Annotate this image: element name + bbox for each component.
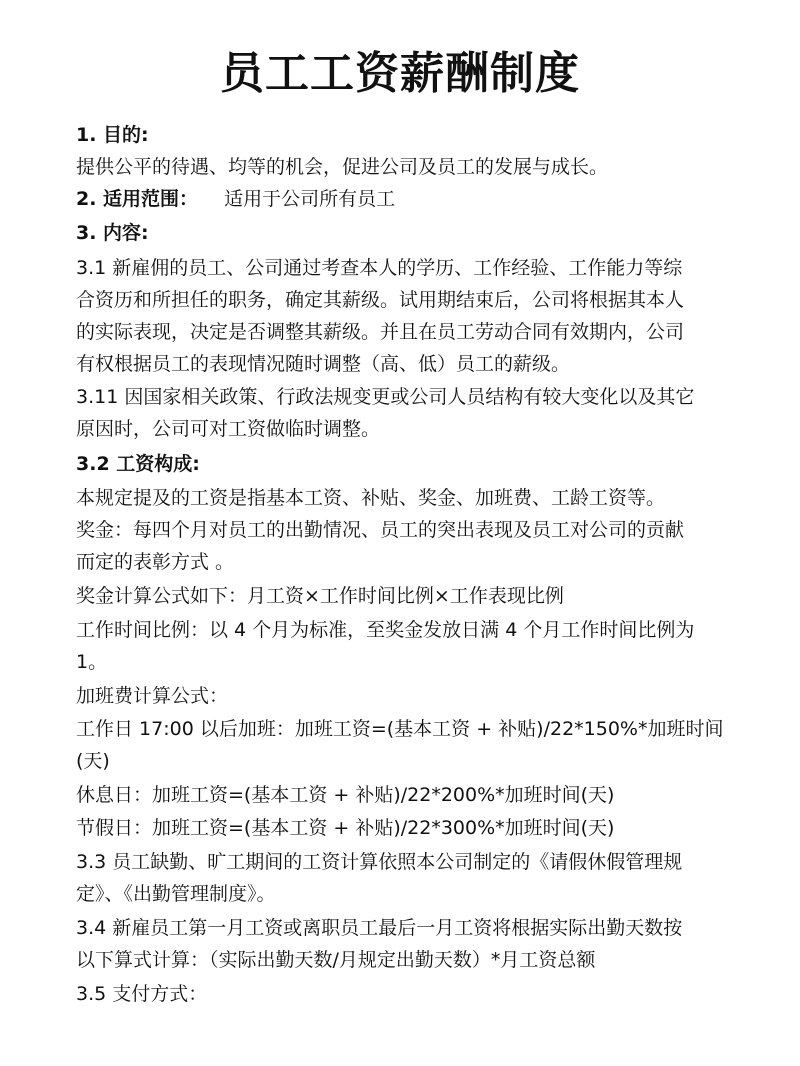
- para-3-3-line-1: 3.3 员工缺勤、旷工期间的工资计算依照本公司制定的《请假休假管理规: [76, 851, 683, 873]
- section-2-line: [76, 183, 756, 215]
- para-3-2-line-1: 本规定提及的工资是指基本工资、补贴、奖金、加班费、工龄工资等。: [76, 487, 666, 509]
- section-1-heading: 1. 目的:: [76, 124, 149, 146]
- para-3-2-line-6: 1。: [76, 651, 108, 673]
- para-3-2-line-3: 而定的表彰方式 。: [76, 551, 235, 573]
- para-3-2-line-5: 工作时间比例：以 4 个月为标准，至奖金发放日满 4 个月工作时间比例为: [76, 619, 695, 641]
- para-3-4-line-1: 3.4 新雇员工第一月工资或离职员工最后一月工资将根据实际出勤天数按: [76, 917, 683, 939]
- para-3-2-line-4: 奖金计算公式如下：月工资×工作时间比例×工作表现比例: [76, 585, 564, 607]
- para-3-2-line-9: (天): [76, 750, 110, 772]
- section-3-2-heading: 3.2 工资构成:: [76, 453, 200, 475]
- para-3-2-line-8: 工作日 17:00 以后加班：加班工资=(基本工资 + 补贴)/22*150%*加班时间: [76, 718, 724, 740]
- para-3-1-line-4: 有权根据员工的表现情况随时调整（高、低）员工的薪级。: [76, 353, 571, 375]
- para-3-1-line-3: 的实际表现，决定是否调整其薪级。并且在员工劳动合同有效期内，公司: [76, 321, 685, 343]
- section-2-heading: 2. 适用范围：: [76, 188, 199, 210]
- section-2-text: 适用于公司所有员工: [224, 188, 396, 210]
- para-3-2-line-7: 加班费计算公式：: [76, 685, 229, 707]
- para-3-2-line-10: 休息日：加班工资=(基本工资 + 补贴)/22*200%*加班时间(天): [76, 784, 615, 806]
- para-3-4-line-2: 以下算式计算：（实际出勤天数/月规定出勤天数）*月工资总额: [76, 949, 596, 971]
- page-title: 员工工资薪酬制度: [220, 48, 580, 99]
- para-3-11-line-2: 原因时，公司可对工资做临时调整。: [76, 418, 381, 440]
- para-3-11-line-1: 3.11 因国家相关政策、行政法规变更或公司人员结构有较大变化以及其它: [76, 386, 695, 408]
- para-3-5-line-1: 3.5 支付方式：: [76, 983, 208, 1005]
- section-1-text: 提供公平的待遇、均等的机会，促进公司及员工的发展与成长。: [76, 156, 609, 178]
- para-3-1-line-1: 3.1 新雇佣的员工、公司通过考查本人的学历、工作经验、工作能力等综: [76, 257, 683, 279]
- para-3-2-line-2: 奖金：每四个月对员工的出勤情况、员工的突出表现及员工对公司的贡献: [76, 519, 685, 541]
- section-3-heading: 3. 内容:: [76, 222, 149, 244]
- para-3-2-line-11: 节假日：加班工资=(基本工资 + 补贴)/22*300%*加班时间(天): [76, 817, 615, 839]
- para-3-1-line-2: 合资历和所担任的职务，确定其薪级。试用期结束后，公司将根据其本人: [76, 289, 685, 311]
- para-3-3-line-2: 定》、《出勤管理制度》。: [76, 883, 276, 905]
